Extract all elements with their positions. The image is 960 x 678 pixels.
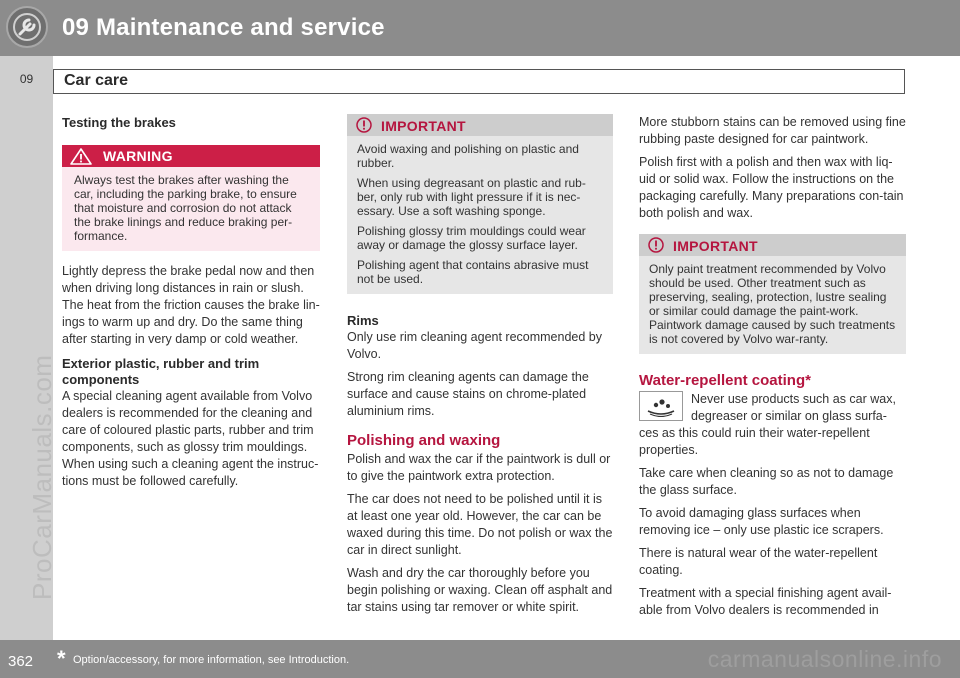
important-header <box>347 114 613 136</box>
heading-exterior-plastic: Exterior plastic, rubber and trim components <box>62 356 260 387</box>
important-box <box>347 114 613 294</box>
important-item: When using degreasant on plastic and rub-ber, only rub with light pressure if it is nec-essary. Use a soft washing sponge. <box>357 176 586 218</box>
warning-triangle-icon <box>70 148 92 165</box>
paragraph: Wash and dry the car thoroughly before you begin polishing or waxing. Clean off asphalt and tar stains using tar remover or white spirit. <box>347 566 613 614</box>
wrench-icon <box>8 8 46 46</box>
important-text: Only paint treatment recommended by Volvo should be used. Other treatment such as preserving, sealing, protection, lustre sealing or similar could damage the paint-work. Paintwork damage caused by such treatments is not covered by Volvo war-ranty. <box>649 262 896 346</box>
paragraph: To avoid damaging glass surfaces when removing ice – only use plastic ice scrapers. <box>639 506 884 537</box>
chapter-icon <box>6 6 48 48</box>
warning-box <box>62 145 320 251</box>
paragraph: Never use products such as car wax, degreaser or similar on glass surfa- <box>691 392 896 423</box>
exclamation-icon <box>356 117 372 133</box>
footnote-star: * <box>57 646 66 671</box>
paragraph: Polish first with a polish and then wax with liq-uid or solid wax. Follow the instructions on the packaging carefully. Many preparations con-tain both polish and wax. <box>639 155 904 220</box>
paragraph: Polish and wax the car if the paintwork is dull or to give the paintwork extra protection. <box>347 452 611 483</box>
important-label: IMPORTANT <box>673 238 758 254</box>
paragraph: The car does not need to be polished until it is at least one year old. However, the car can be waxed during this time. Do not polish or wax the car in direct sunlight. <box>347 492 613 557</box>
watermark-text: ProCarManuals.com <box>27 354 57 600</box>
page-header <box>0 0 960 56</box>
warning-label: WARNING <box>103 148 173 164</box>
paragraph: Strong rim cleaning agents can damage the surface and cause stains on chrome-plated aluminium rims. <box>347 370 589 418</box>
paragraph: ces as this could ruin their water-repellent properties. <box>639 426 870 457</box>
warning-text: Always test the brakes after washing the car, including the parking brake, to ensure that moisture and corrosion do not attack the brake linings and reduce braking per-formance. <box>74 173 297 243</box>
page-number: 362 <box>8 653 34 670</box>
important-box <box>639 234 906 354</box>
heading-rims: Rims <box>347 313 379 328</box>
chapter-number: 09 <box>19 72 34 86</box>
footer-watermark: carmanualsonline.info <box>707 646 942 672</box>
important-item: Avoid waxing and polishing on plastic and rubber. <box>357 142 579 170</box>
paragraph: There is natural wear of the water-repellent coating. <box>639 546 878 577</box>
heading-testing-brakes: Testing the brakes <box>62 115 176 130</box>
paragraph: Lightly depress the brake pedal now and then when driving long distances in rain or slush. The heat from the friction causes the brake lin-ings to warm up and dry. Do the same thing after starting in very damp or cold weather. <box>62 264 320 346</box>
column-1 <box>62 114 320 496</box>
warning-header <box>62 145 320 167</box>
column-3 <box>639 114 906 625</box>
paragraph: Take care when cleaning so as not to damage the glass surface. <box>639 466 894 497</box>
paragraph: Treatment with a special finishing agent avail-able from Volvo dealers is recommended in <box>639 586 892 617</box>
column-2 <box>347 114 613 622</box>
section-bar <box>53 69 905 94</box>
paragraph: A special cleaning agent available from Volvo dealers is recommended for the cleaning and care of coloured plastic parts, rubber and trim components, such as glossy trim mouldings. When using such a cleaning agent the instruc-tions must be followed carefully. <box>62 389 319 488</box>
page-footer <box>0 640 960 678</box>
droplet-glass-icon <box>645 395 677 417</box>
paragraph: Only use rim cleaning agent recommended by Volvo. <box>347 330 602 361</box>
paragraph: More stubborn stains can be removed using fine rubbing paste designed for car paintwork. <box>639 115 906 146</box>
water-repellent-icon <box>639 391 683 421</box>
water-repellent-row <box>639 391 906 425</box>
exclamation-icon <box>648 237 664 253</box>
chapter-title: 09 Maintenance and service <box>62 14 385 41</box>
important-label: IMPORTANT <box>381 118 466 134</box>
section-title: Car care <box>64 72 129 89</box>
footnote-text: Option/accessory, for more information, see Introduction. <box>73 654 350 666</box>
heading-polishing-waxing: Polishing and waxing <box>347 432 501 449</box>
important-item: Polishing agent that contains abrasive must not be used. <box>357 258 589 286</box>
important-item: Polishing glossy trim mouldings could wear away or damage the glossy surface layer. <box>357 224 586 252</box>
important-header <box>639 234 906 256</box>
heading-water-repellent: Water-repellent coating* <box>639 372 811 389</box>
important-body <box>347 136 613 294</box>
